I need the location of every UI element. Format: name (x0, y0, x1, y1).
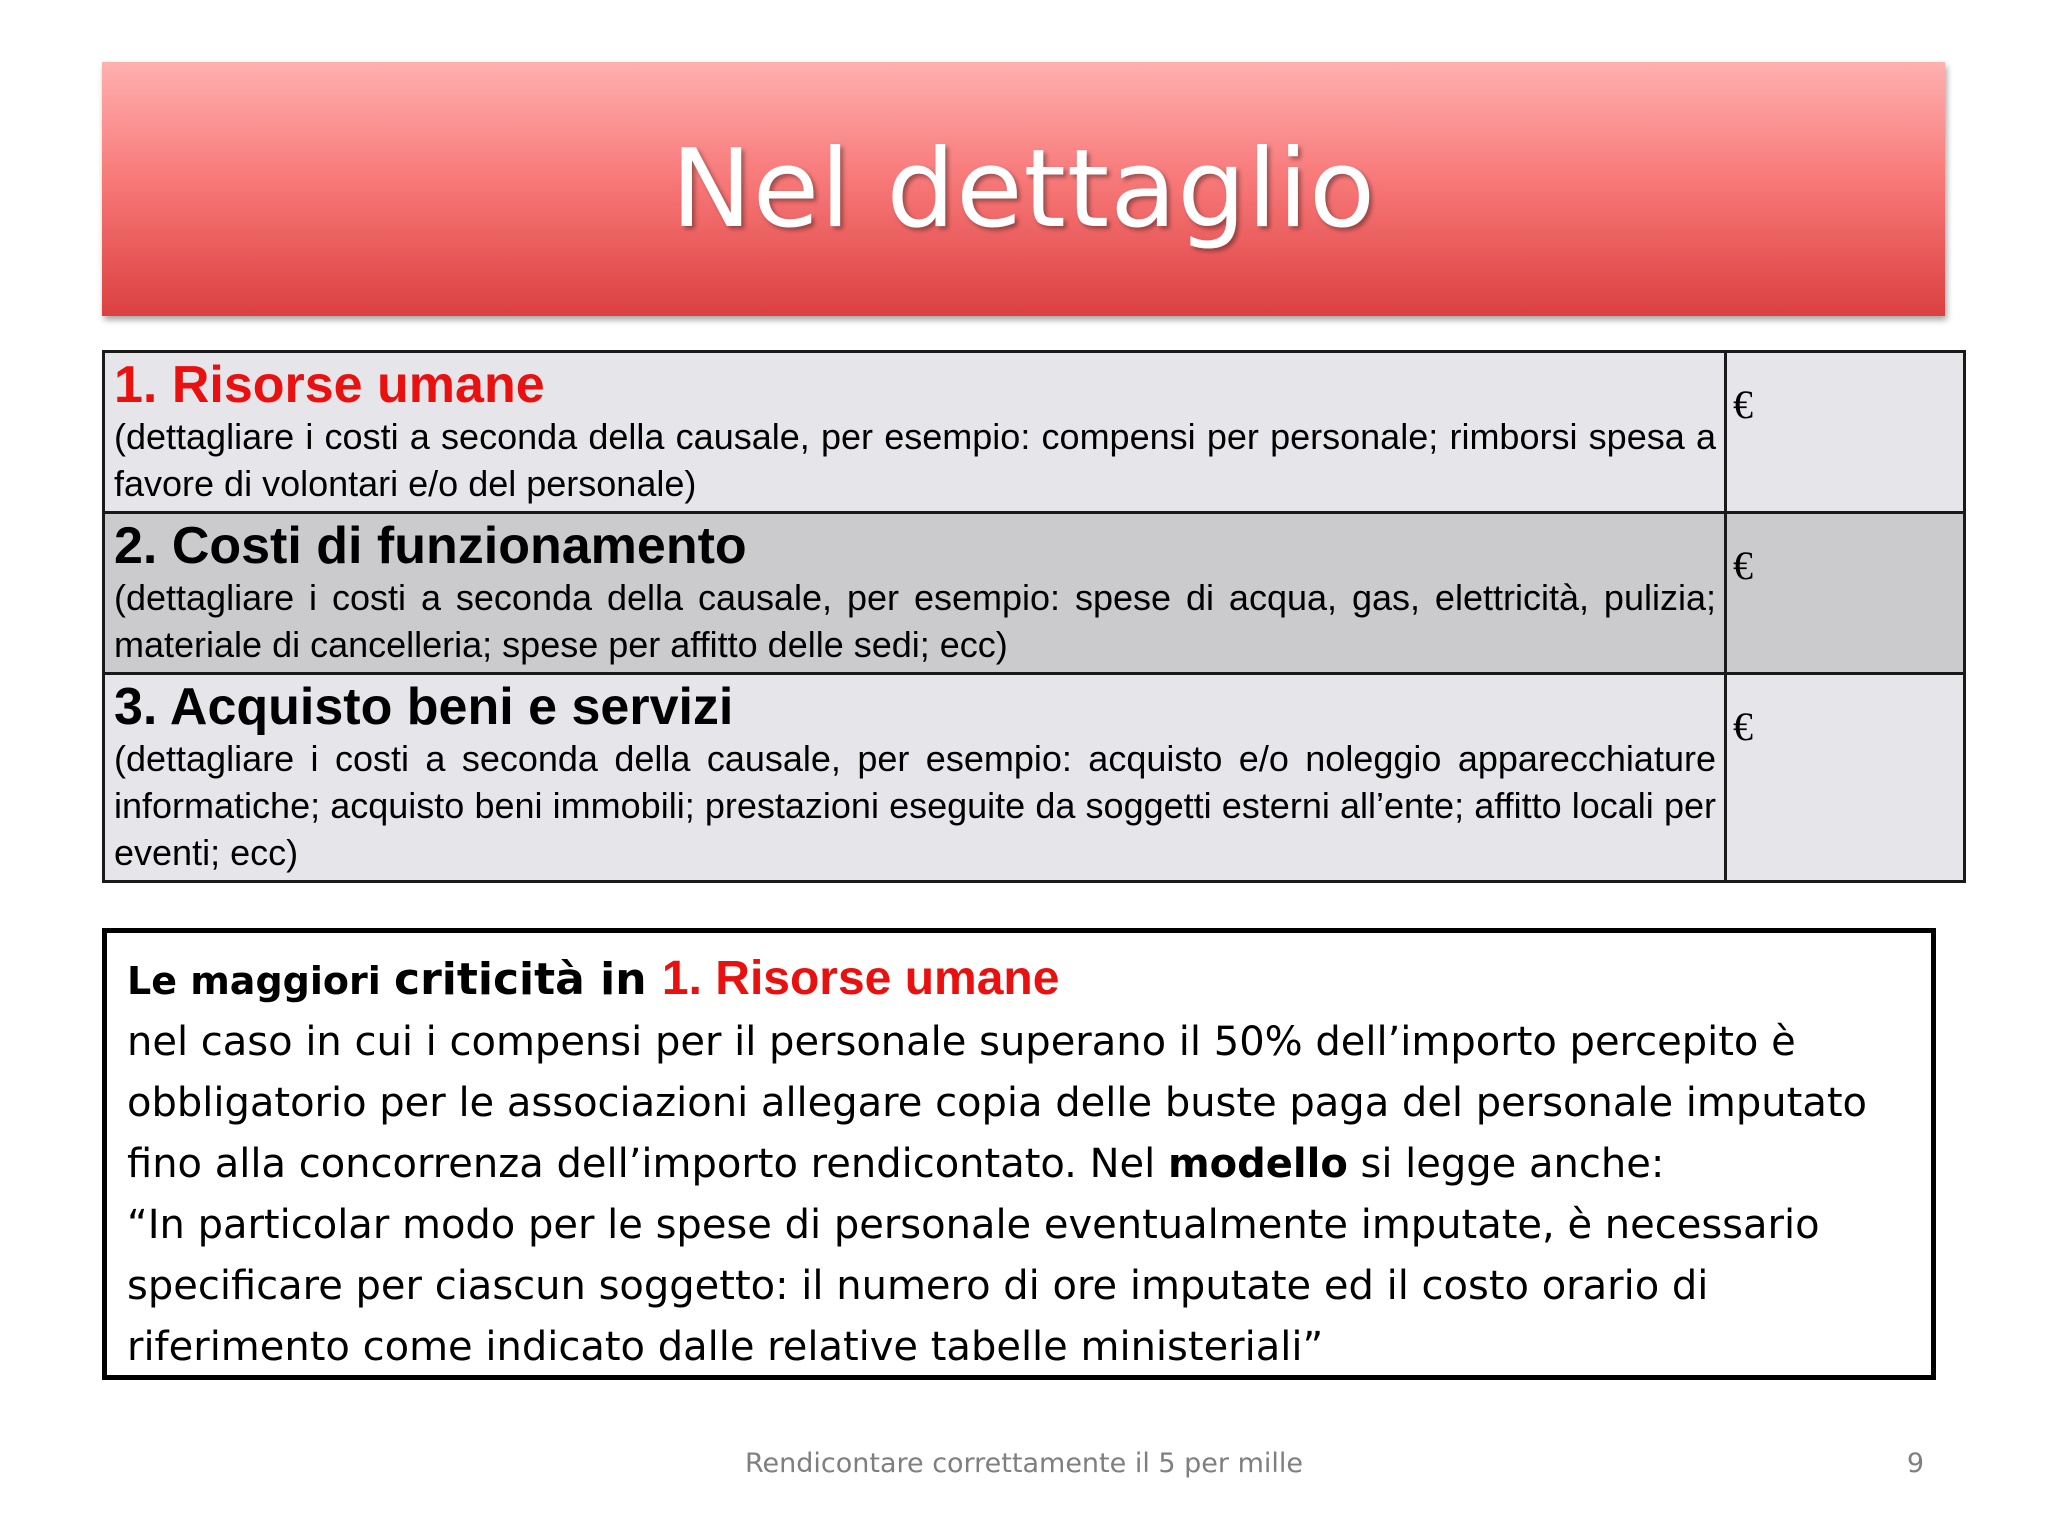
euro-symbol: € (1733, 382, 1753, 427)
cost-description-cell (104, 513, 1726, 674)
cost-categories-table (102, 350, 1966, 883)
note-body-text: nel caso in cui i compensi per il personale superano il 50% dell’importo percepito è obbligatorio per le associazioni allegare copia delle buste paga del personale imputato fino alla concorrenza dell’importo rendicontato. Nel (127, 1019, 1867, 1187)
cost-row-costi-funzionamento (104, 513, 1965, 674)
footer-text: Rendicontare correttamente il 5 per mille (744, 1448, 1304, 1479)
cost-item-heading: 2. Costi di funzionamento (114, 517, 747, 575)
cost-row-acquisto-beni-servizi (104, 674, 1965, 882)
criticality-note-box (102, 928, 1936, 1380)
slide-title: Nel dettaglio (670, 126, 1377, 252)
cost-amount-cell (1726, 513, 1965, 674)
page-number: 9 (1906, 1448, 1924, 1479)
cost-item-description: (dettagliare i costi a seconda della causale, per esempio: compensi per personale; rimborsi spesa a favore di volontari e/o del personale) (114, 416, 1716, 504)
note-quote: “In particolar modo per le spese di personale eventualmente imputate, è necessario specificare per ciascun soggetto: il numero di ore imputate ed il costo orario di riferimento come indicato dalle relative tabelle ministeriali” (127, 1202, 1820, 1370)
cost-row-risorse-umane (104, 352, 1965, 513)
note-body-bold: modello (1167, 1141, 1348, 1187)
cost-description-cell (104, 674, 1726, 882)
cost-item-description: (dettagliare i costi a seconda della causale, per esempio: acquisto e/o noleggio apparecchiature informatiche; acquisto beni immobili; prestazioni eseguite da soggetti esterni all’ente; affitto locali per eventi; ecc) (114, 738, 1716, 873)
cost-amount-cell (1726, 352, 1965, 513)
note-heading-prefix-small: Le maggiori (127, 959, 394, 1003)
note-body-text-end: si legge anche: (1347, 1141, 1665, 1187)
cost-item-description: (dettagliare i costi a seconda della causale, per esempio: spese di acqua, gas, elettricità, pulizia; materiale di cancelleria; spese per affitto delle sedi; ecc) (114, 577, 1716, 665)
cost-item-heading: 3. Acquisto beni e servizi (114, 678, 734, 736)
cost-item-heading: 1. Risorse umane (114, 356, 545, 414)
note-heading (127, 948, 1931, 1012)
euro-symbol: € (1733, 543, 1753, 588)
cost-description-cell (104, 352, 1726, 513)
note-heading-highlight: 1. Risorse umane (661, 952, 1060, 1005)
note-heading-prefix-large: criticità in (393, 954, 662, 1005)
cost-amount-cell (1726, 674, 1965, 882)
title-banner (102, 62, 1945, 316)
euro-symbol: € (1733, 704, 1753, 749)
note-body (127, 1012, 1931, 1195)
